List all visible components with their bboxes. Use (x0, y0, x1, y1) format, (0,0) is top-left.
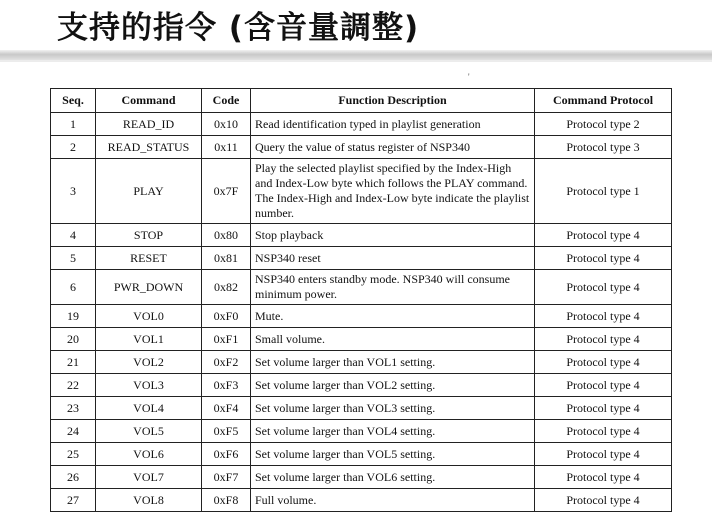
table-row (51, 136, 672, 159)
cell-protocol: Protocol type 4 (535, 351, 672, 374)
cell-seq: 21 (51, 351, 96, 374)
header-function-description: Function Description (251, 89, 535, 113)
cell-protocol: Protocol type 4 (535, 328, 672, 351)
table-header-row (51, 89, 672, 113)
cell-code: 0xF6 (202, 443, 251, 466)
cell-seq: 27 (51, 489, 96, 512)
cell-code: 0x10 (202, 113, 251, 136)
table-row (51, 466, 672, 489)
cell-description: Set volume larger than VOL4 setting. (251, 420, 535, 443)
cell-code: 0x80 (202, 224, 251, 247)
cell-code: 0x7F (202, 159, 251, 224)
cell-protocol: Protocol type 4 (535, 374, 672, 397)
table-body (51, 113, 672, 512)
cell-seq: 6 (51, 270, 96, 305)
cell-seq: 23 (51, 397, 96, 420)
cell-code: 0xF3 (202, 374, 251, 397)
cell-command: VOL3 (96, 374, 202, 397)
cell-protocol: Protocol type 4 (535, 305, 672, 328)
cell-protocol: Protocol type 4 (535, 443, 672, 466)
cell-protocol: Protocol type 4 (535, 247, 672, 270)
cell-command: PLAY (96, 159, 202, 224)
cell-description: Play the selected playlist specified by the Index-High and Index-Low byte which follows the PLAY command. The Index-High and Index-Low byte indicate the playlist number. (251, 159, 535, 224)
cell-description: NSP340 reset (251, 247, 535, 270)
header-code: Code (202, 89, 251, 113)
cell-command: RESET (96, 247, 202, 270)
cell-description: Stop playback (251, 224, 535, 247)
cell-code: 0xF8 (202, 489, 251, 512)
cell-protocol: Protocol type 4 (535, 420, 672, 443)
cell-description: Read identification typed in playlist generation (251, 113, 535, 136)
table-row (51, 224, 672, 247)
table-row (51, 374, 672, 397)
cell-seq: 4 (51, 224, 96, 247)
cell-command: VOL0 (96, 305, 202, 328)
table-row (51, 420, 672, 443)
cell-protocol: Protocol type 3 (535, 136, 672, 159)
cell-protocol: Protocol type 4 (535, 466, 672, 489)
table-row (51, 305, 672, 328)
cell-command: VOL7 (96, 466, 202, 489)
cell-description: Small volume. (251, 328, 535, 351)
cell-description: Set volume larger than VOL2 setting. (251, 374, 535, 397)
cell-code: 0xF2 (202, 351, 251, 374)
cell-seq: 3 (51, 159, 96, 224)
table-row (51, 351, 672, 374)
cell-command: READ_STATUS (96, 136, 202, 159)
cell-description: Query the value of status register of NSP340 (251, 136, 535, 159)
cell-seq: 1 (51, 113, 96, 136)
cell-code: 0x81 (202, 247, 251, 270)
cell-description: Mute. (251, 305, 535, 328)
cell-protocol: Protocol type 4 (535, 489, 672, 512)
cell-command: VOL2 (96, 351, 202, 374)
cell-protocol: Protocol type 4 (535, 224, 672, 247)
table-row (51, 247, 672, 270)
cell-description: NSP340 enters standby mode. NSP340 will consume minimum power. (251, 270, 535, 305)
cell-protocol: Protocol type 2 (535, 113, 672, 136)
table-row (51, 397, 672, 420)
table-row (51, 443, 672, 466)
cell-command: STOP (96, 224, 202, 247)
cell-seq: 20 (51, 328, 96, 351)
title-divider (0, 50, 712, 60)
table-row (51, 113, 672, 136)
header-command-protocol: Command Protocol (535, 89, 672, 113)
table-row (51, 270, 672, 305)
cell-seq: 25 (51, 443, 96, 466)
table-row (51, 489, 672, 512)
cell-seq: 26 (51, 466, 96, 489)
cell-seq: 2 (51, 136, 96, 159)
cell-command: VOL6 (96, 443, 202, 466)
document-mark: ' (468, 72, 470, 82)
cell-description: Set volume larger than VOL5 setting. (251, 443, 535, 466)
cell-command: VOL5 (96, 420, 202, 443)
cell-code: 0xF7 (202, 466, 251, 489)
cell-code: 0xF1 (202, 328, 251, 351)
cell-code: 0xF4 (202, 397, 251, 420)
table-row (51, 159, 672, 224)
cell-command: PWR_DOWN (96, 270, 202, 305)
cell-protocol: Protocol type 4 (535, 270, 672, 305)
cell-description: Set volume larger than VOL6 setting. (251, 466, 535, 489)
cell-protocol: Protocol type 1 (535, 159, 672, 224)
cell-description: Set volume larger than VOL3 setting. (251, 397, 535, 420)
cell-command: VOL1 (96, 328, 202, 351)
cell-seq: 24 (51, 420, 96, 443)
table-row (51, 328, 672, 351)
cell-command: READ_ID (96, 113, 202, 136)
header-command: Command (96, 89, 202, 113)
cell-code: 0xF0 (202, 305, 251, 328)
cell-description: Set volume larger than VOL1 setting. (251, 351, 535, 374)
cell-description: Full volume. (251, 489, 535, 512)
cell-seq: 22 (51, 374, 96, 397)
slide-title: 支持的指令 (含音量調整) (57, 10, 420, 46)
command-table (50, 88, 672, 512)
title-divider-shadow (0, 60, 712, 62)
cell-code: 0x11 (202, 136, 251, 159)
cell-protocol: Protocol type 4 (535, 397, 672, 420)
cell-code: 0xF5 (202, 420, 251, 443)
cell-command: VOL8 (96, 489, 202, 512)
cell-command: VOL4 (96, 397, 202, 420)
cell-code: 0x82 (202, 270, 251, 305)
cell-seq: 5 (51, 247, 96, 270)
header-seq: Seq. (51, 89, 96, 113)
cell-seq: 19 (51, 305, 96, 328)
